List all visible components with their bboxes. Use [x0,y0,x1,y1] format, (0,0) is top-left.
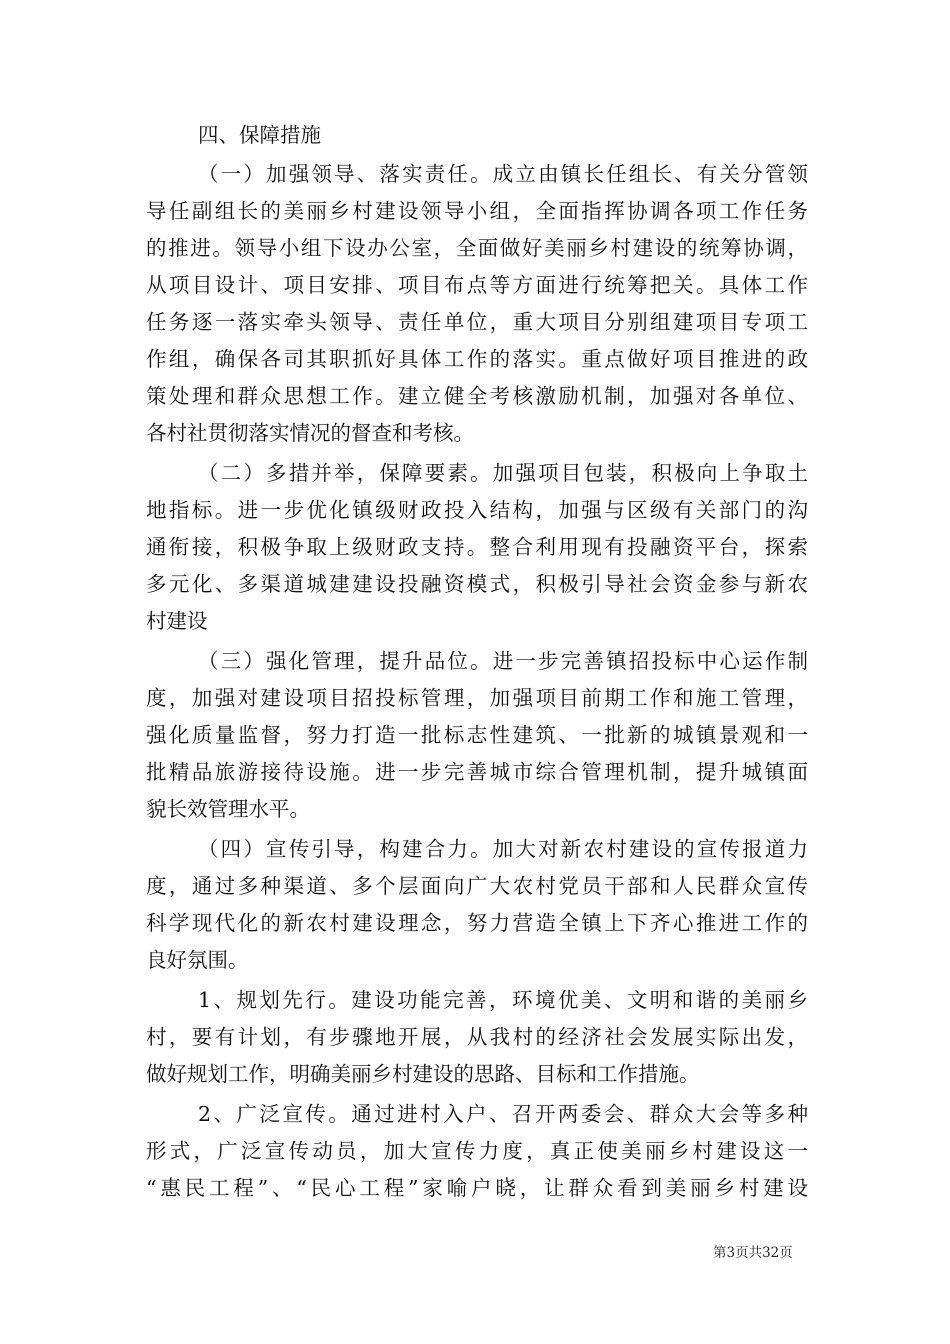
paragraph-line: 良好氛围。 [146,948,249,972]
paragraph-line: 形式，广泛宣传动员，加大宣传力度，真正使美丽乡村建设这一 [146,1139,808,1163]
paragraph-line: 度，加强对建设项目招投标管理，加强项目前期工作和施工管理， [146,686,808,710]
paragraph-line: （三）强化管理，提升品位。进一步完善镇招投标中心运作制 [198,649,808,673]
paragraph-line: 强化质量监督，努力打造一批标志性建筑、一批新的城镇景观和一 [146,723,808,747]
paragraph-line: 地指标。进一步优化镇级财政投入结构，加强与区级有关部门的沟 [146,498,808,522]
paragraph-line: 从项目设计、项目安排、项目布点等方面进行统筹把关。具体工作 [146,273,808,297]
paragraph-line: 村建设 [146,609,208,633]
paragraph-line: 村，要有计划，有步骤地开展，从我村的经济社会发展实际出发， [146,1025,808,1049]
paragraph-line: 批精品旅游接待设施。进一步完善城市综合管理机制，提升城镇面 [146,760,808,784]
paragraph-line: （四）宣传引导，构建合力。加大对新农村建设的宣传报道力 [198,837,808,861]
paragraph-line: 各村社贯彻落实情况的督查和考核。 [146,421,474,445]
paragraph-line: 多元化、多渠道城建建设投融资模式，积极引导社会资金参与新农 [146,572,808,596]
paragraph-line: （二）多措并举，保障要素。加强项目包装，积极向上争取土 [198,461,808,485]
paragraph-line: 2、广泛宣传。通过进村入户、召开两委会、群众大会等多种 [198,1102,808,1126]
paragraph-line: 科学现代化的新农村建设理念，努力营造全镇上下齐心推进工作的 [146,911,808,935]
paragraph-line: 作组，确保各司其职抓好具体工作的落实。重点做好项目推进的政 [146,347,808,371]
paragraph-line: 度，通过多种渠道、多个层面向广大农村党员干部和人民群众宣传 [146,874,808,898]
paragraph-line: 1、规划先行。建设功能完善，环境优美、文明和谐的美丽乡 [198,988,808,1012]
paragraph-line: 任务逐一落实牵头领导、责任单位，重大项目分别组建项目专项工 [146,310,808,334]
paragraph-line: 做好规划工作，明确美丽乡村建设的思路、目标和工作措施。 [146,1062,700,1086]
paragraph-line: “惠民工程”、“民心工程”家喻户晓，让群众看到美丽乡村建设 [146,1176,808,1200]
section-heading: 四、保障措施 [198,123,321,147]
paragraph-line: 貌长效管理水平。 [146,797,310,821]
paragraph-line: 的推进。领导小组下设办公室，全面做好美丽乡村建设的统筹协调， [146,236,808,260]
paragraph-line: 通衔接，积极争取上级财政支持。整合利用现有投融资平台，探索 [146,535,808,559]
page-number: 第3页共32页 [713,1245,793,1261]
paragraph-line: 策处理和群众思想工作。建立健全考核激励机制，加强对各单位、 [146,384,808,408]
paragraph-line: （一）加强领导、落实责任。成立由镇长任组长、有关分管领 [198,162,808,186]
paragraph-line: 导任副组长的美丽乡村建设领导小组，全面指挥协调各项工作任务 [146,199,808,223]
